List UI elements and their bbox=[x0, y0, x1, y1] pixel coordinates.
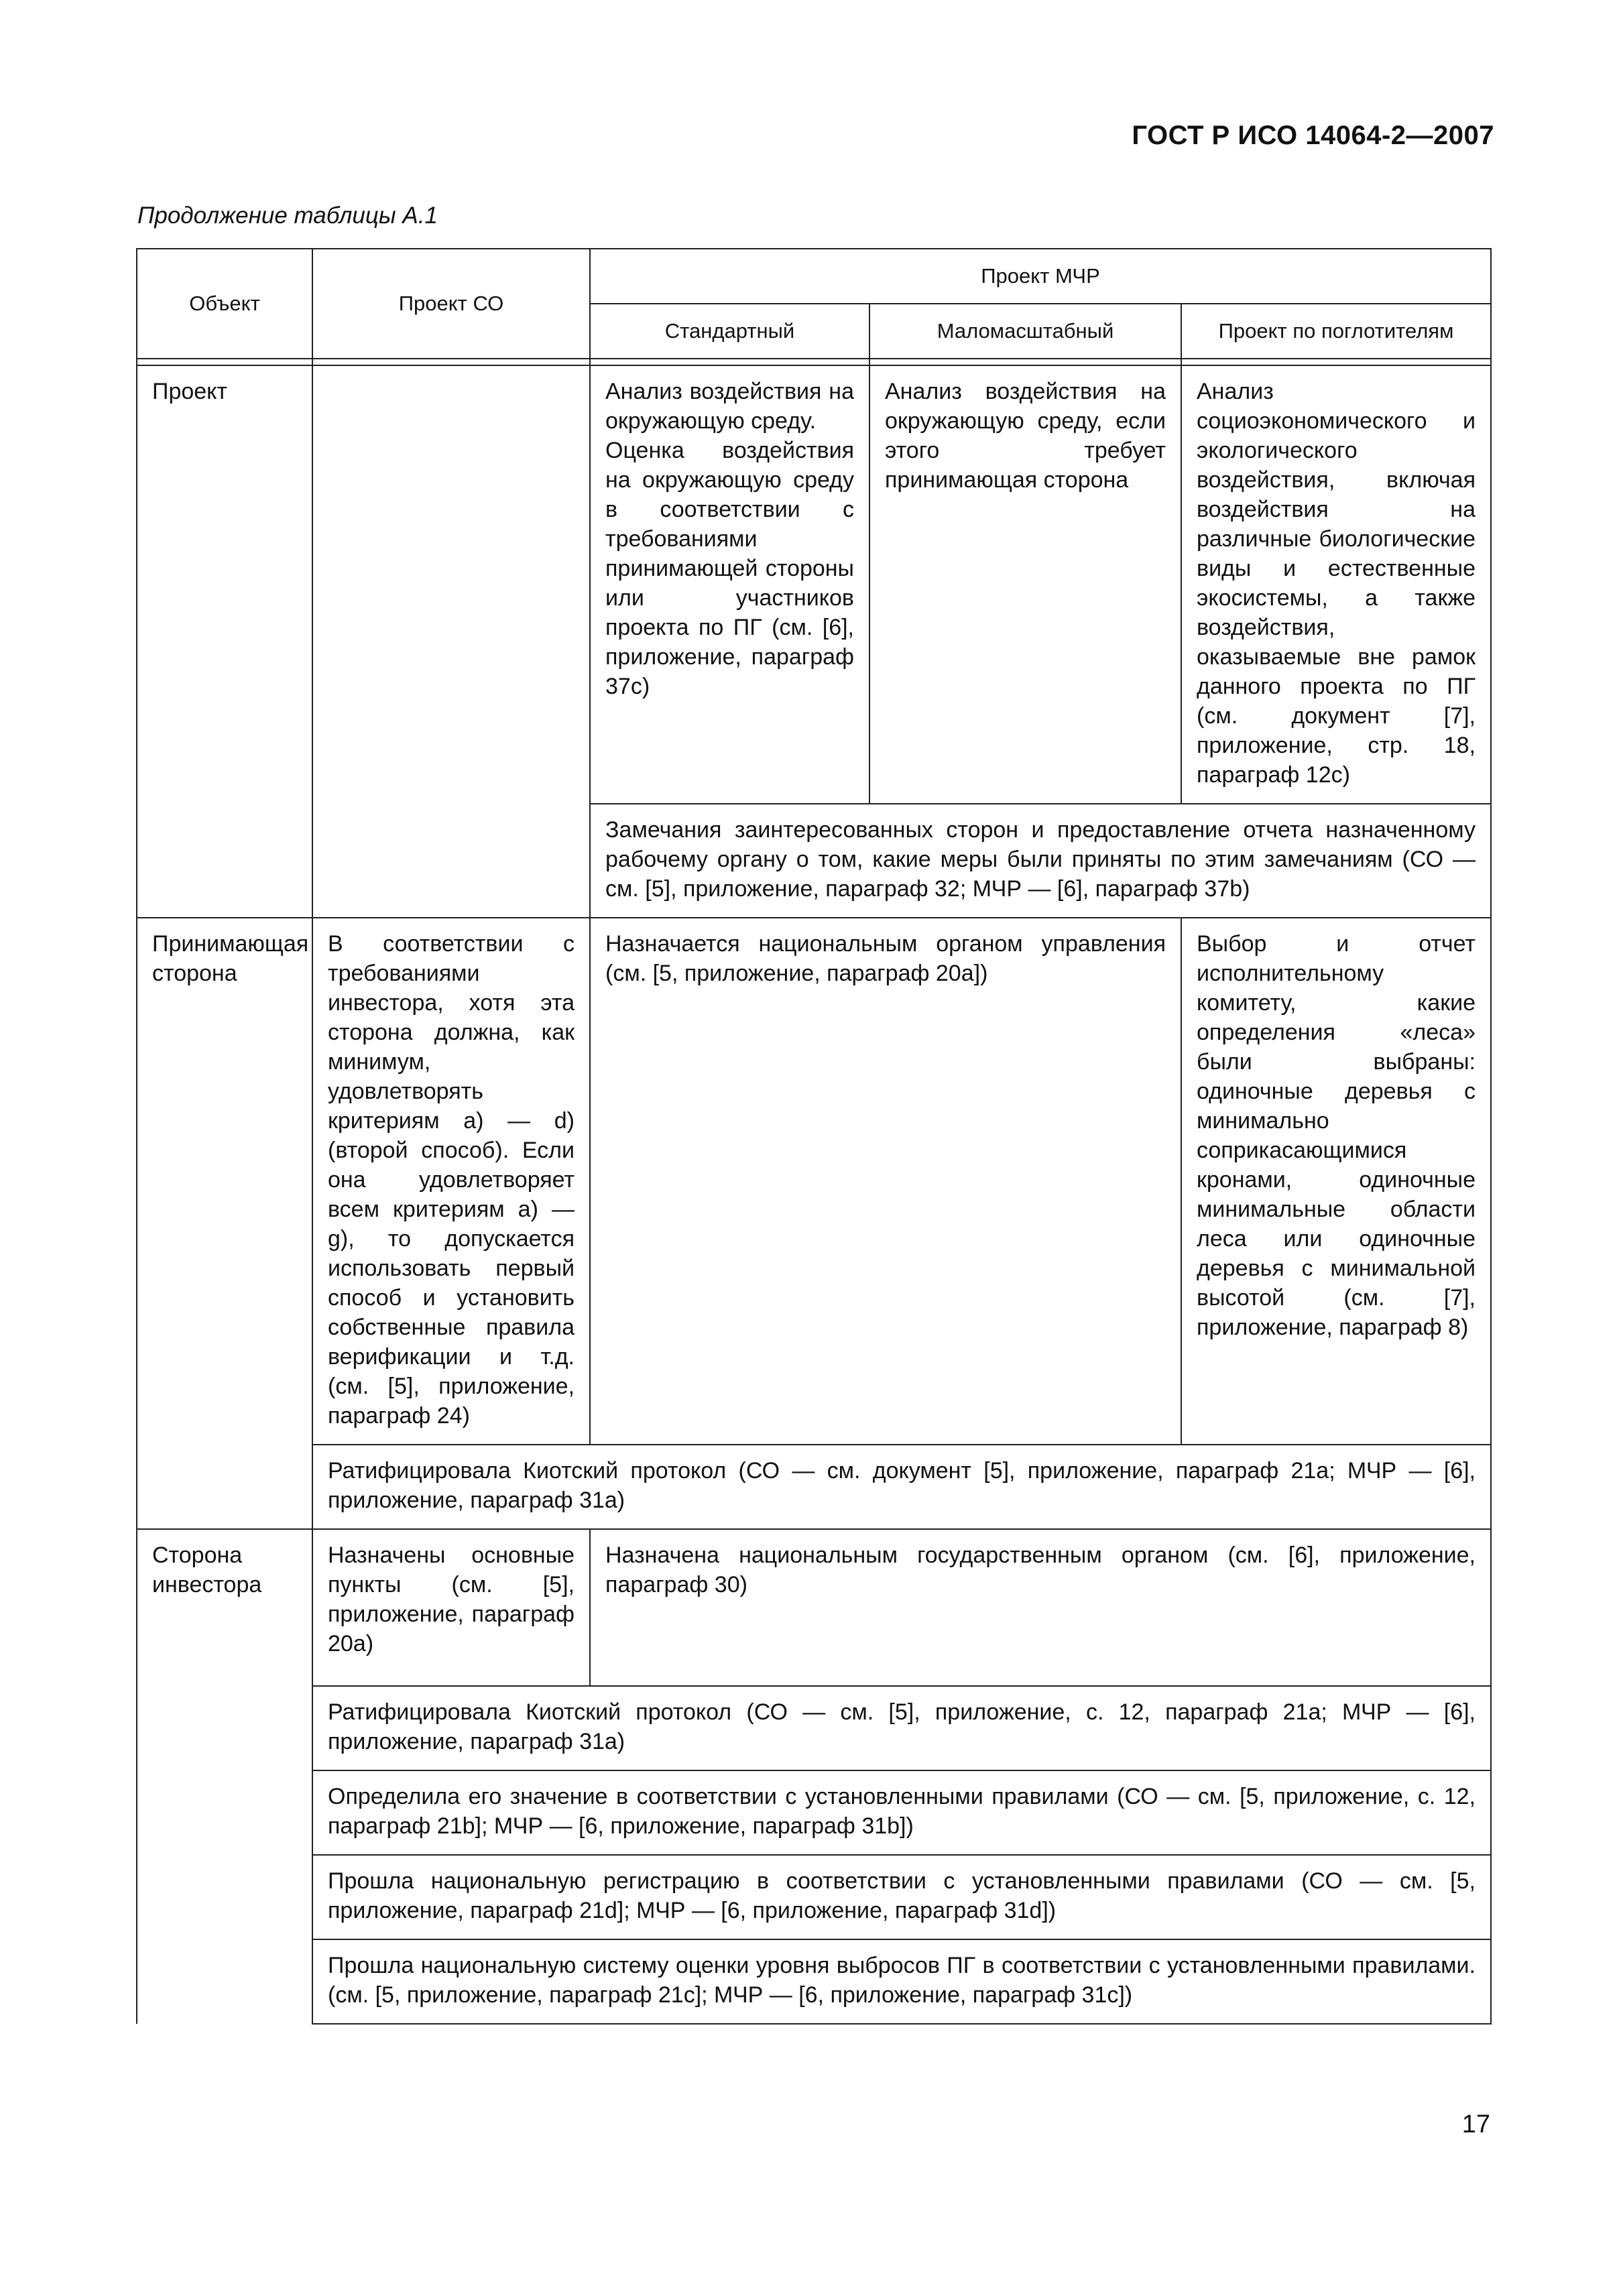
table-caption: Продолжение таблицы А.1 bbox=[137, 202, 438, 229]
row-host-sink: Выбор и отчет исполнительному комитету, какие определения «леса» были выбраны: одиночные деревья с минимально соприкасающимися кронами, одиночные минимальные области леса или одиночные деревья с минимальной высотой (см. [7], приложение, параграф 8) bbox=[1181, 918, 1491, 1445]
row-host-cdm: Назначается национальным органом управления (см. [5, приложение, параграф 20а]) bbox=[590, 918, 1181, 1445]
row-investor-value-text: Определила его значение в соответствии с установленными правилами (СО — см. [5, приложение, с. 12, параграф 21b]; МЧР — [6, приложение, параграф 31b]) bbox=[312, 1770, 1491, 1855]
row-project-remarks bbox=[137, 804, 1491, 918]
row-project-small: Анализ воздействия на окружающую среду, если этого требует принимающая сторона bbox=[869, 365, 1181, 804]
row-investor-registry-text: Прошла национальную регистрацию в соответствии с установленными правилами (СО — см. [5, приложение, параграф 21d]; МЧР — [6, приложение, параграф 31d]) bbox=[312, 1855, 1491, 1939]
row-host-ji: В соответствии с требованиями инвестора, хотя эта сторона должна, как минимум, удовлетворять критериям а) — d) (второй способ). Если она удовлетворяет всем критериям а) — g), то допускается использовать первый способ и установить собственные правила верификации и т.д. (см. [5], приложение, параграф 24) bbox=[312, 918, 590, 1445]
row-project-ji-cell bbox=[312, 365, 590, 804]
row-investor-label: Сторона инвестора bbox=[137, 1529, 312, 1686]
header-sink-project: Проект по поглотителям bbox=[1181, 304, 1491, 359]
row-investor-ji: Назначены основные пункты (см. [5], приложение, параграф 20а) bbox=[312, 1529, 590, 1686]
row-host-label: Принимающая сторона bbox=[137, 918, 312, 1445]
row-host-kyoto bbox=[137, 1445, 1491, 1529]
header-object: Объект bbox=[137, 249, 312, 359]
row-investor-kyoto bbox=[137, 1686, 1491, 1770]
document-standard-number: ГОСТ Р ИСО 14064-2—2007 bbox=[1132, 121, 1494, 150]
header-row-1 bbox=[137, 249, 1491, 304]
page-number: 17 bbox=[1461, 2110, 1490, 2138]
row-investor-value bbox=[137, 1770, 1491, 1855]
row-project-sink: Анализ социоэкономического и экологического воздействия, включая воздействия на различные биологические виды и естественные экосистемы, а также воздействия, оказываемые вне рамок данного проекта по ПГ (см. документ [7], приложение, стр. 18, параграф 12с) bbox=[1181, 365, 1491, 804]
row-investor-inventory bbox=[137, 1939, 1491, 2024]
header-ji-project: Проект СО bbox=[312, 249, 590, 359]
header-standard: Стандартный bbox=[590, 304, 869, 359]
row-project-label: Проект bbox=[137, 365, 312, 804]
row-project-standard: Анализ воздействия на окружающую среду. Оценка воздействия на окружающую среду в соответствии с требованиями принимающей стороны или участников проекта по ПГ (см. [6], приложение, параграф 37с) bbox=[590, 365, 869, 804]
comparison-table bbox=[136, 248, 1492, 2025]
row-host-kyoto-text: Ратифицировала Киотский протокол (СО — см. документ [5], приложение, параграф 21а; МЧР — [6], приложение, параграф 31а) bbox=[312, 1445, 1491, 1529]
header-small-scale: Маломасштабный bbox=[869, 304, 1181, 359]
row-project-remarks-text: Замечания заинтересованных сторон и предоставление отчета назначенному рабочему органу о том, какие меры были приняты по этим замечаниям (СО — см. [5], приложение, параграф 32; МЧР — [6], параграф 37b) bbox=[590, 804, 1491, 918]
row-investor-cdm: Назначена национальным государственным органом (см. [6], приложение, параграф 30) bbox=[590, 1529, 1491, 1686]
row-investor-registry bbox=[137, 1855, 1491, 1939]
row-project bbox=[137, 365, 1491, 804]
header-cdm-project: Проект МЧР bbox=[590, 249, 1491, 304]
row-investor bbox=[137, 1529, 1491, 1686]
row-investor-inventory-text: Прошла национальную систему оценки уровня выбросов ПГ в соответствии с установленными правилами. (см. [5, приложение, параграф 21с]; МЧР — [6, приложение, параграф 31с]) bbox=[312, 1939, 1491, 2024]
row-investor-kyoto-text: Ратифицировала Киотский протокол (СО — см. [5], приложение, с. 12, параграф 21а; МЧР — [6], приложение, параграф 31а) bbox=[312, 1686, 1491, 1770]
row-host bbox=[137, 918, 1491, 1445]
header-separator bbox=[137, 359, 1491, 365]
